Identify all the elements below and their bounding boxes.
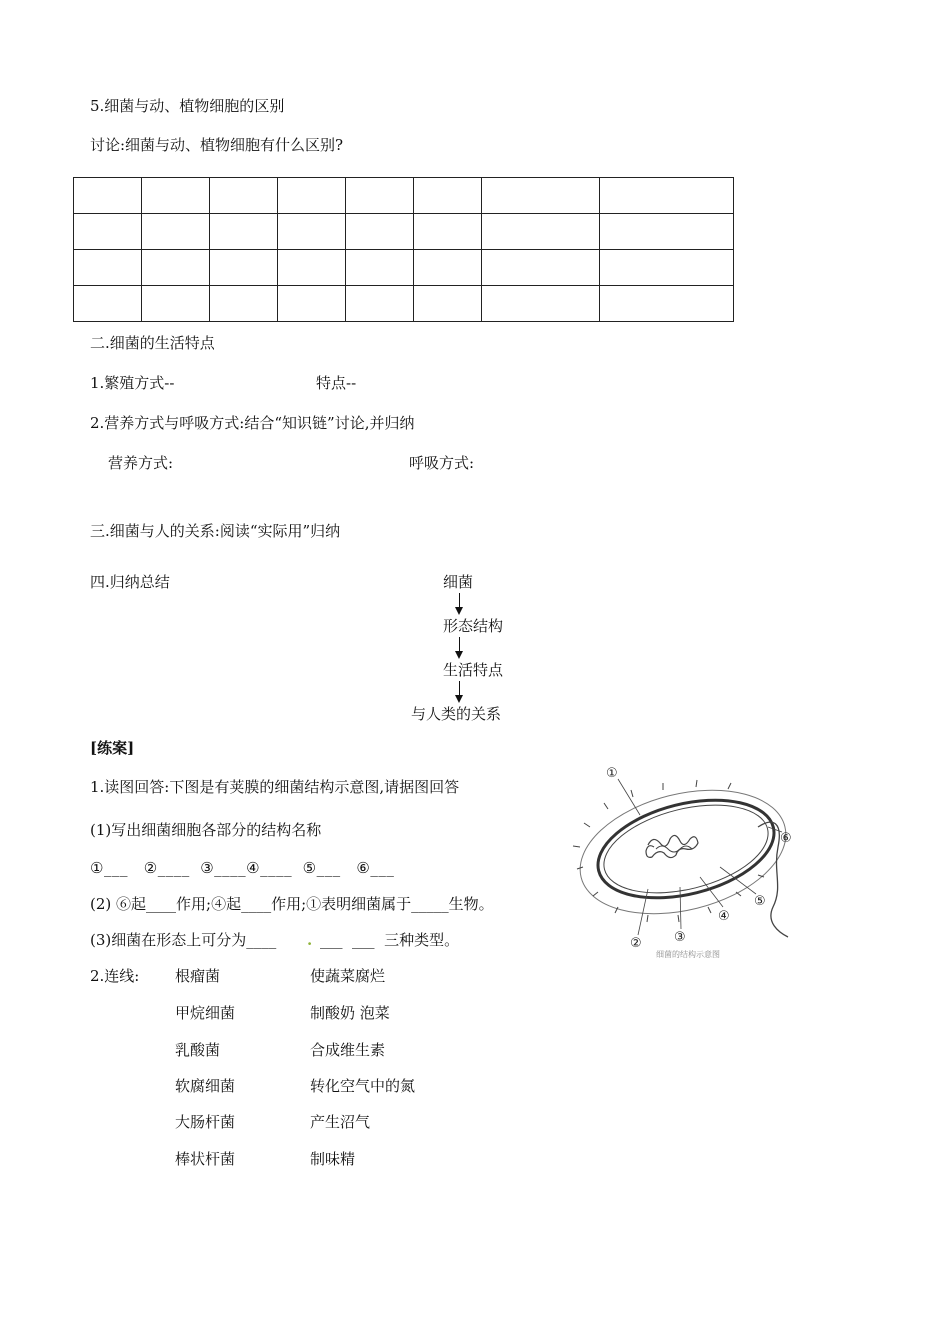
flow-node-life-traits: 生活特点 xyxy=(443,661,504,679)
label-2: ② xyxy=(630,936,642,951)
green-dot-mark: . xyxy=(307,931,313,949)
characteristics-label: 特点-- xyxy=(316,374,357,392)
match-left-6: 棒状杆菌 xyxy=(175,1150,236,1168)
section3-heading: 三.细菌与人的关系:阅读“实际用”归纳 xyxy=(90,522,341,540)
respiration-label: 呼吸方式: xyxy=(409,454,475,472)
flow-arrow-3-head xyxy=(455,695,463,703)
flow-arrow-2-head xyxy=(455,651,463,659)
question-1-part-1: (1)写出细菌细胞各部分的结构名称 xyxy=(90,821,322,839)
nutrition-label: 营养方式: xyxy=(108,454,174,472)
question-1-blanks: ①___ ②____ ③____④____ ⑤___ ⑥___ xyxy=(90,859,395,877)
section2-heading: 二.细菌的生活特点 xyxy=(90,334,215,352)
discussion-question: 讨论:细菌与动、植物细胞有什么区别? xyxy=(90,136,344,154)
match-left-5: 大肠杆菌 xyxy=(175,1113,236,1131)
reproduction-label: 1.繁殖方式-- xyxy=(90,374,175,392)
flow-node-bacteria: 细菌 xyxy=(443,573,474,591)
comparison-table xyxy=(73,177,734,322)
match-right-4: 转化空气中的氮 xyxy=(310,1077,416,1095)
label-6: ⑥ xyxy=(780,831,792,846)
flow-arrow-1 xyxy=(459,593,460,608)
practice-title: [练案] xyxy=(90,739,135,757)
label-4: ④ xyxy=(718,909,730,924)
question-1-part-3b: ___ ___ 三种类型。 xyxy=(320,931,460,949)
flow-arrow-1-head xyxy=(455,607,463,615)
match-left-2: 甲烷细菌 xyxy=(175,1004,236,1022)
section4-heading: 四.归纳总结 xyxy=(90,573,170,591)
section5-heading: 5.细菌与动、植物细胞的区别 xyxy=(90,97,285,115)
question-1-part-3a: (3)细菌在形态上可分为____ xyxy=(90,931,277,949)
match-right-3: 合成维生素 xyxy=(310,1041,386,1059)
flow-node-human-relation: 与人类的关系 xyxy=(411,705,502,723)
figure-caption: 细菌的结构示意图 xyxy=(656,950,720,959)
question-1: 1.读图回答:下图是有荚膜的细菌结构示意图,请据图回答 xyxy=(90,778,460,796)
bacteria-structure-diagram xyxy=(568,757,808,962)
flow-arrow-3 xyxy=(459,681,460,696)
table-row xyxy=(74,178,734,214)
table-row xyxy=(74,286,734,322)
table-row xyxy=(74,250,734,286)
question-2-label: 2.连线: xyxy=(90,967,140,985)
match-left-3: 乳酸菌 xyxy=(175,1041,221,1059)
label-1: ① xyxy=(606,766,618,781)
flow-node-morphology: 形态结构 xyxy=(443,617,504,635)
match-right-2: 制酸奶 泡菜 xyxy=(310,1004,390,1022)
label-5: ⑤ xyxy=(754,894,766,909)
match-left-4: 软腐细菌 xyxy=(175,1077,236,1095)
nucleoid xyxy=(646,835,698,857)
match-left-1: 根瘤菌 xyxy=(175,967,221,985)
table-row xyxy=(74,214,734,250)
nutrition-respiration-heading: 2.营养方式与呼吸方式:结合“知识链”讨论,并归纳 xyxy=(90,414,415,432)
flow-arrow-2 xyxy=(459,637,460,652)
match-right-1: 使蔬菜腐烂 xyxy=(310,967,386,985)
match-right-6: 制味精 xyxy=(310,1150,356,1168)
match-right-5: 产生沼气 xyxy=(310,1113,371,1131)
label-3: ③ xyxy=(674,930,686,945)
question-1-part-2: (2) ⑥起____作用;④起____作用;①表明细菌属于_____生物。 xyxy=(90,895,494,913)
